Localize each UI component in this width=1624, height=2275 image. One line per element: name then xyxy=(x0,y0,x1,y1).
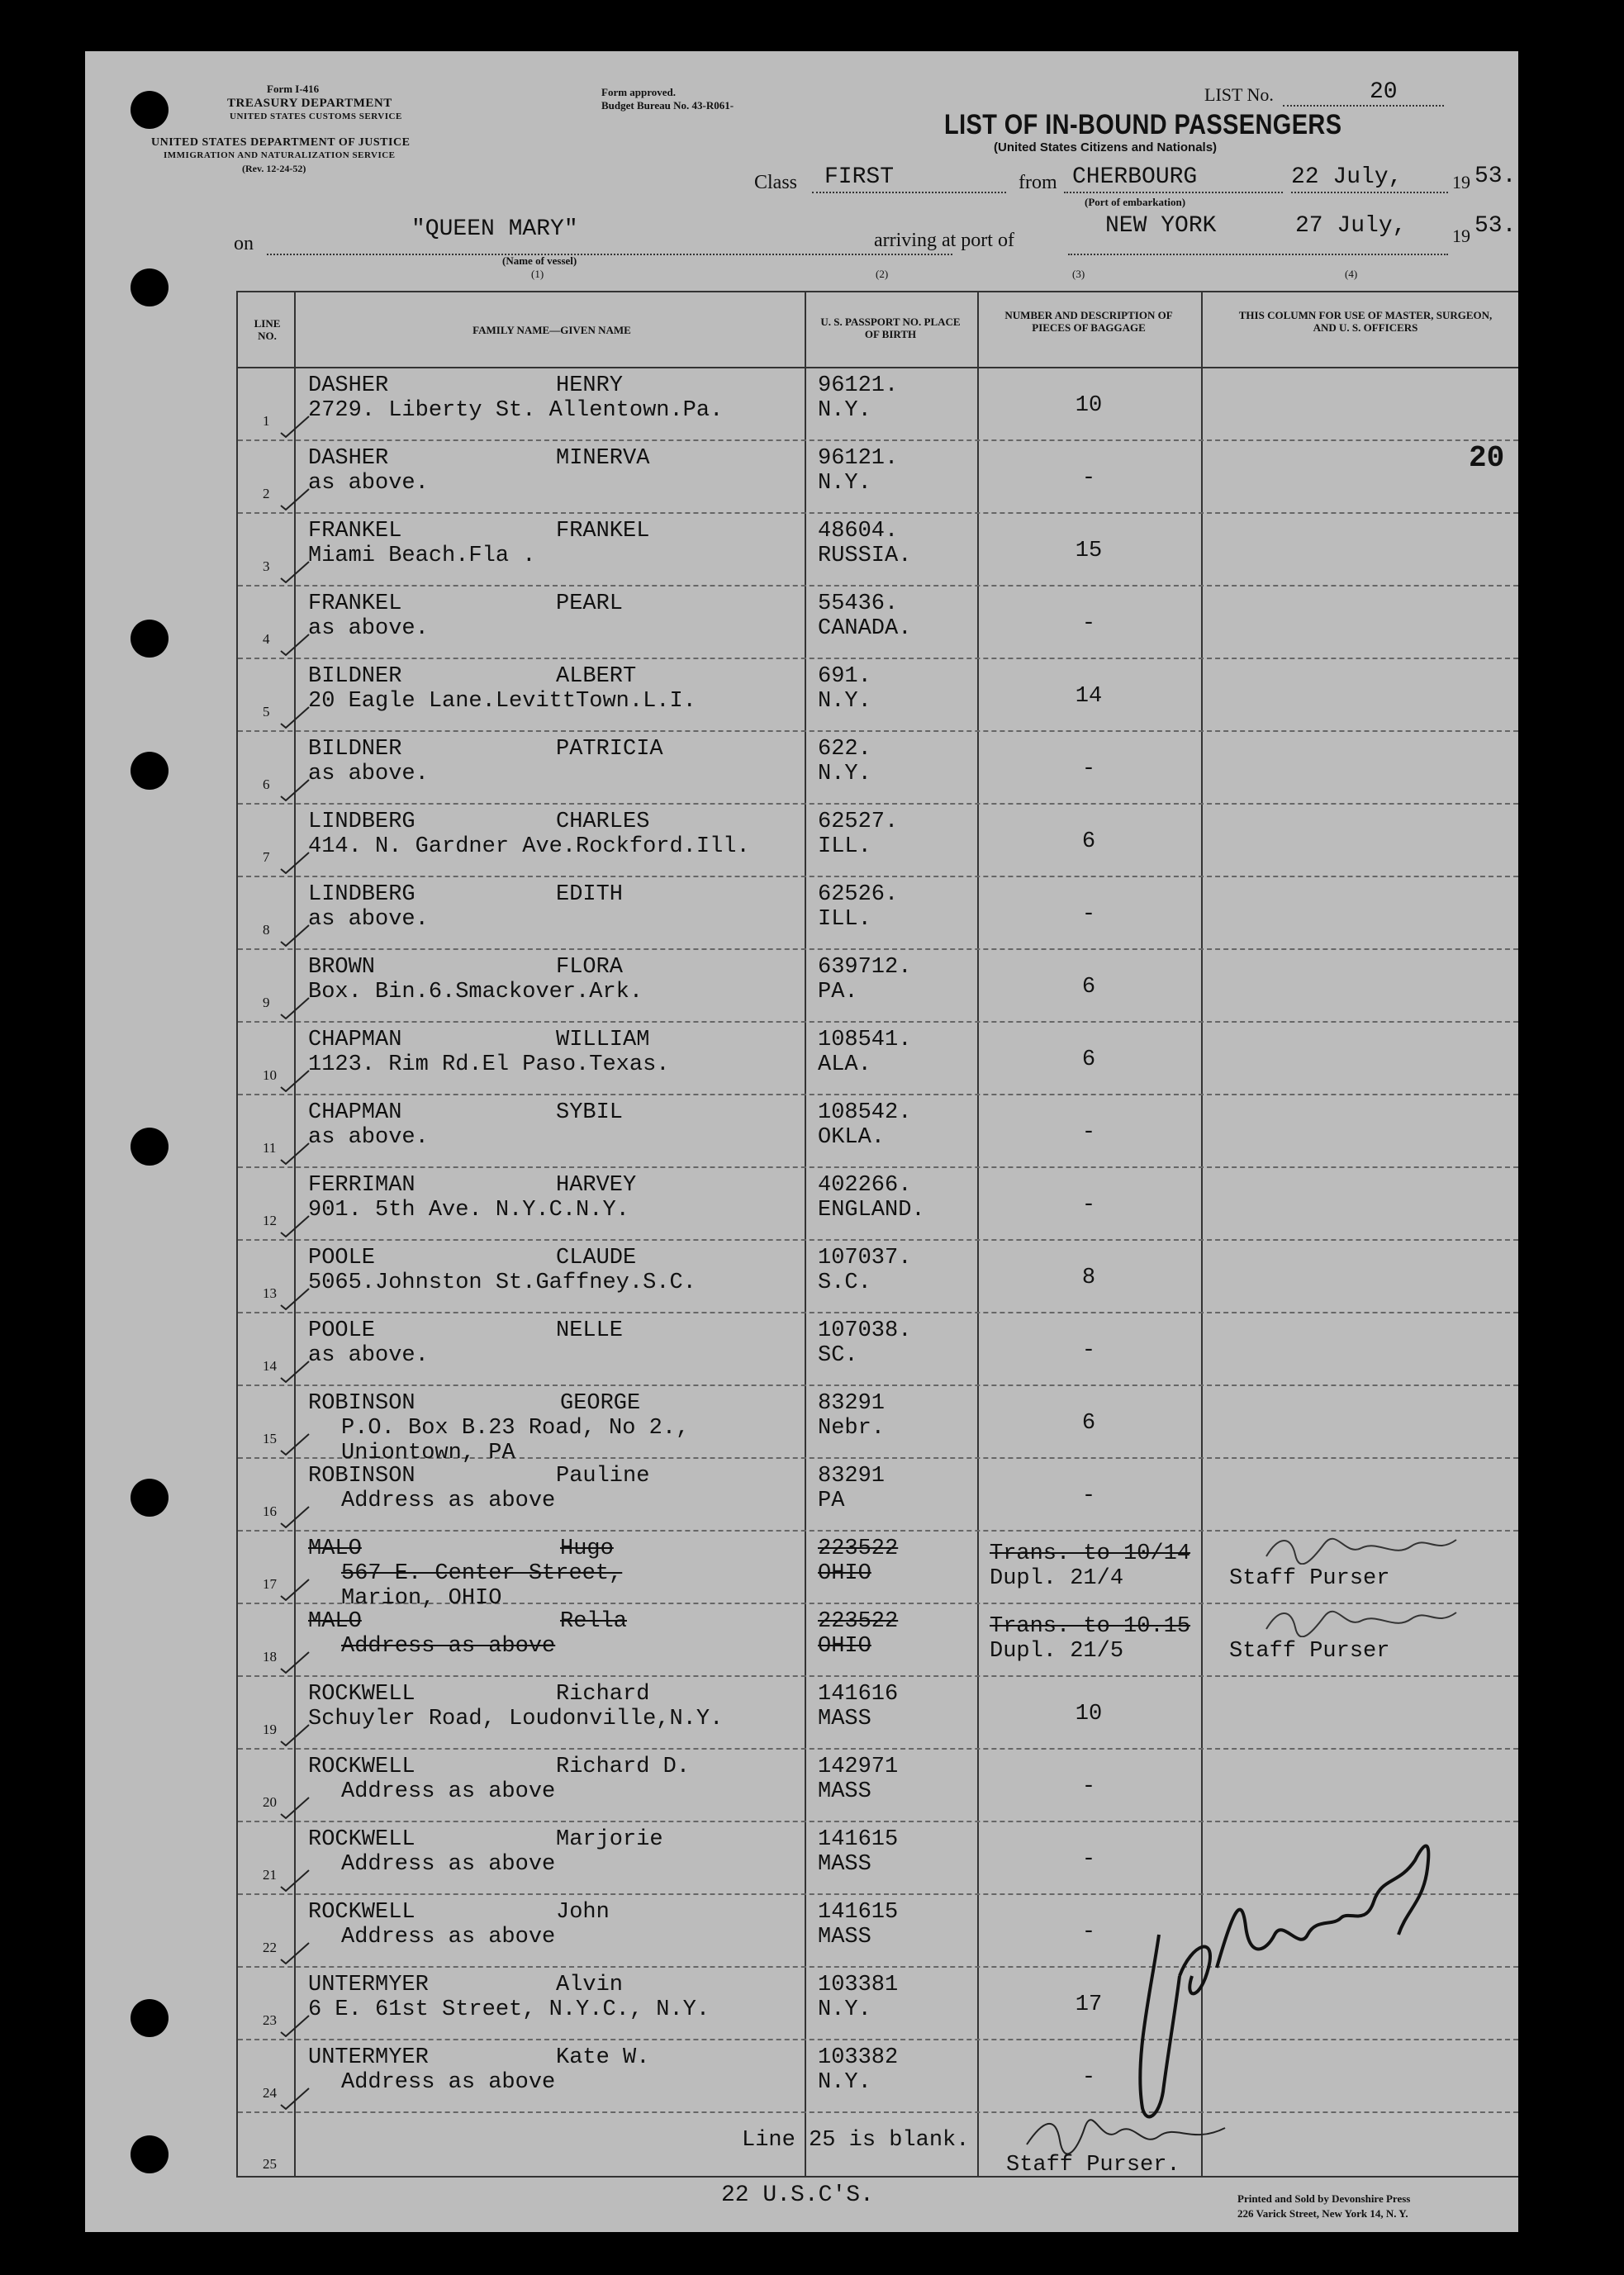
given-name: ALBERT xyxy=(556,664,637,689)
binder-hole xyxy=(131,268,169,306)
departure-year-prefix: 19 xyxy=(1452,172,1470,192)
line-number: 18 xyxy=(263,1649,277,1665)
address: Address as above xyxy=(341,1489,556,1513)
address: 567 E. Center Street, xyxy=(341,1561,623,1586)
baggage-count: 8 xyxy=(1081,1266,1096,1290)
table-row xyxy=(238,1677,1518,1750)
purser-initials xyxy=(1262,1604,1460,1637)
caption-4: (4) xyxy=(1345,268,1358,280)
departure-date: 22 July, xyxy=(1291,164,1403,190)
checkmark-icon xyxy=(279,1723,311,1746)
line-number: 5 xyxy=(263,704,270,720)
passport-number: 107038. xyxy=(818,1318,912,1343)
checkmark-icon xyxy=(279,415,311,438)
passport-number: 622. xyxy=(818,737,871,762)
address: Address as above xyxy=(341,1925,556,1950)
table-row xyxy=(238,587,1518,659)
passport-number: 55436. xyxy=(818,591,899,616)
place-of-birth: N.Y. xyxy=(818,398,871,423)
vessel-name: "QUEEN MARY" xyxy=(411,216,578,242)
header-name: FAMILY NAME—GIVEN NAME xyxy=(472,324,631,336)
given-name: CLAUDE xyxy=(556,1246,637,1270)
address: 414. N. Gardner Ave.Rockford.Ill. xyxy=(308,834,750,859)
given-name: PATRICIA xyxy=(556,737,663,762)
table-row xyxy=(238,368,1518,441)
family-name: CHAPMAN xyxy=(308,1100,402,1125)
caption-2: (2) xyxy=(876,268,889,280)
passport-number: 223522 xyxy=(818,1609,899,1634)
manifest-page xyxy=(85,51,1518,2232)
header-line-no: LINE NO. xyxy=(254,317,281,342)
line-number: 20 xyxy=(263,1794,277,1810)
passport-number: 402266. xyxy=(818,1173,912,1198)
checkmark-icon xyxy=(279,487,311,511)
checkmark-icon xyxy=(279,996,311,1019)
family-name: MALO xyxy=(308,1609,362,1634)
form-subtitle: (United States Citizens and Nationals) xyxy=(994,140,1218,154)
master-signature xyxy=(1101,1811,1456,2133)
checkmark-icon xyxy=(279,1505,311,1528)
passport-number: 96121. xyxy=(818,446,899,471)
family-name: ROCKWELL xyxy=(308,1827,415,1852)
line-number: 12 xyxy=(263,1213,277,1228)
baggage-count: 6 xyxy=(1081,975,1096,1000)
table-row xyxy=(238,1095,1518,1168)
officer-remark: Staff Purser xyxy=(1229,1639,1390,1664)
address: Miami Beach.Fla . xyxy=(308,544,536,568)
checkmark-icon xyxy=(279,1214,311,1237)
passport-number: 103382 xyxy=(818,2045,899,2070)
passport-number: 83291 xyxy=(818,1391,886,1416)
class-label: Class xyxy=(754,172,798,193)
place-of-birth: N.Y. xyxy=(818,689,871,714)
place-of-birth: CANADA. xyxy=(818,616,912,641)
printer-line-2: 226 Varick Street, New York 14, N. Y. xyxy=(1237,2207,1408,2220)
address: as above. xyxy=(308,616,429,641)
list-no-value: 20 xyxy=(1370,79,1398,105)
place-of-birth: MASS xyxy=(818,1852,871,1877)
baggage-count: - xyxy=(1081,1774,1096,1799)
baggage-count: - xyxy=(1081,1920,1096,1945)
checkmark-icon xyxy=(279,633,311,656)
line-number: 22 xyxy=(263,1940,277,1955)
address: Address as above xyxy=(341,1852,556,1877)
blank-line-note: Line 25 is blank. xyxy=(742,2128,970,2153)
given-name: CHARLES xyxy=(556,810,650,834)
place-of-birth: N.Y. xyxy=(818,762,871,786)
given-name: Rella xyxy=(560,1609,628,1634)
given-name: GEORGE xyxy=(560,1391,641,1416)
passport-number: 62527. xyxy=(818,810,899,834)
family-name: UNTERMYER xyxy=(308,1973,429,1997)
embarkation-caption: (Port of embarkation) xyxy=(1085,196,1186,208)
baggage-count: - xyxy=(1081,466,1096,491)
passport-number: 108541. xyxy=(818,1028,912,1052)
table-row xyxy=(238,659,1518,732)
line-number: 13 xyxy=(263,1285,277,1301)
place-of-birth: MASS xyxy=(818,1707,871,1731)
line-number: 16 xyxy=(263,1503,277,1519)
baggage-count: 6 xyxy=(1081,829,1096,854)
line-number: 23 xyxy=(263,2012,277,2028)
address: as above. xyxy=(308,1343,429,1368)
passport-number: 48604. xyxy=(818,519,899,544)
departure-year: 53. xyxy=(1474,164,1517,189)
justice-dept: UNITED STATES DEPARTMENT OF JUSTICE xyxy=(151,136,411,149)
baggage-count: - xyxy=(1081,1120,1096,1145)
address: 901. 5th Ave. N.Y.C.N.Y. xyxy=(308,1198,629,1223)
passport-number: 83291 xyxy=(818,1464,886,1489)
given-name: Marjorie xyxy=(556,1827,663,1852)
given-name: Richard D. xyxy=(556,1755,691,1779)
line-number: 25 xyxy=(263,2156,277,2172)
place-of-birth: PA xyxy=(818,1489,845,1513)
given-name: HARVEY xyxy=(556,1173,637,1198)
checkmark-icon xyxy=(279,778,311,801)
place-of-birth: S.C. xyxy=(818,1270,871,1295)
passport-number: 142971 xyxy=(818,1755,899,1779)
customs-service: UNITED STATES CUSTOMS SERVICE xyxy=(230,112,402,121)
table-row xyxy=(238,1168,1518,1241)
line-number: 3 xyxy=(263,558,270,574)
arrival-year: 53. xyxy=(1474,213,1517,239)
baggage-count: 17 xyxy=(1075,1992,1103,2017)
family-name: ROCKWELL xyxy=(308,1900,415,1925)
address-line-2: Uniontown, PA xyxy=(341,1441,515,1465)
binder-hole xyxy=(131,1479,169,1517)
address: as above. xyxy=(308,762,429,786)
family-name: BROWN xyxy=(308,955,376,980)
address: as above. xyxy=(308,907,429,932)
line-number: 15 xyxy=(263,1431,277,1446)
staff-purser-label: Staff Purser. xyxy=(1006,2153,1180,2178)
address: 6 E. 61st Street, N.Y.C., N.Y. xyxy=(308,1997,710,2022)
place-of-birth: MASS xyxy=(818,1925,871,1950)
family-name: BILDNER xyxy=(308,737,402,762)
header-officers: THIS COLUMN FOR USE OF MASTER, SURGEON, AND U. S. OFFICERS xyxy=(1238,309,1493,334)
family-name: POOLE xyxy=(308,1318,376,1343)
place-of-birth: Nebr. xyxy=(818,1416,886,1441)
given-name: MINERVA xyxy=(556,446,650,471)
given-name: HENRY xyxy=(556,373,624,398)
list-no-label: LIST No. xyxy=(1204,84,1274,105)
passport-number: 141615 xyxy=(818,1827,899,1852)
table-row xyxy=(238,1313,1518,1386)
checkmark-icon xyxy=(279,2014,311,2037)
on-label: on xyxy=(234,233,254,254)
table-row xyxy=(238,877,1518,950)
family-name: FRANKEL xyxy=(308,591,402,616)
address: as above. xyxy=(308,1125,429,1150)
family-name: UNTERMYER xyxy=(308,2045,429,2070)
class-value: FIRST xyxy=(824,164,895,190)
given-name: Richard xyxy=(556,1682,650,1707)
address: 20 Eagle Lane.LevittTown.L.I. xyxy=(308,689,696,714)
checkmark-icon xyxy=(279,1432,311,1456)
given-name: Alvin xyxy=(556,1973,624,1997)
baggage-count: - xyxy=(1081,1193,1096,1218)
passport-number: 691. xyxy=(818,664,871,689)
baggage-count: - xyxy=(1081,1847,1096,1872)
family-name: BILDNER xyxy=(308,664,402,689)
table-row xyxy=(238,1023,1518,1095)
family-name: POOLE xyxy=(308,1246,376,1270)
table-row xyxy=(238,1241,1518,1313)
caption-3: (3) xyxy=(1072,268,1085,280)
address: Schuyler Road, Loudonville,N.Y. xyxy=(308,1707,724,1731)
table-row xyxy=(238,805,1518,877)
line-number: 8 xyxy=(263,922,270,938)
checkmark-icon xyxy=(279,851,311,874)
baggage-count: - xyxy=(1081,1338,1096,1363)
given-name: Pauline xyxy=(556,1464,650,1489)
place-of-birth: ILL. xyxy=(818,907,871,932)
given-name: SYBIL xyxy=(556,1100,624,1125)
header-passport: U. S. PASSPORT NO. PLACE OF BIRTH xyxy=(820,316,961,340)
line-number: 2 xyxy=(263,486,270,501)
place-of-birth: MASS xyxy=(818,1779,871,1804)
treasury-dept: TREASURY DEPARTMENT xyxy=(227,97,392,110)
from-port: CHERBOURG xyxy=(1072,164,1198,190)
binder-hole xyxy=(131,2135,169,2173)
table-row xyxy=(238,1604,1518,1677)
checkmark-icon xyxy=(279,1287,311,1310)
line-number: 10 xyxy=(263,1067,277,1083)
family-name: DASHER xyxy=(308,446,389,471)
baggage-count: 15 xyxy=(1075,539,1103,563)
arrival-date: 27 July, xyxy=(1295,213,1407,239)
place-of-birth: OHIO xyxy=(818,1634,871,1659)
place-of-birth: N.Y. xyxy=(818,1997,871,2022)
ins-service: IMMIGRATION AND NATURALIZATION SERVICE xyxy=(164,150,396,160)
line-number: 4 xyxy=(263,631,270,647)
place-of-birth: N.Y. xyxy=(818,2070,871,2095)
passport-number: 103381 xyxy=(818,1973,899,1997)
arrival-year-prefix: 19 xyxy=(1452,226,1470,246)
table-row xyxy=(238,441,1518,514)
baggage-count: 10 xyxy=(1075,393,1103,418)
passport-number: 62526. xyxy=(818,882,899,907)
binder-hole xyxy=(131,1999,169,2037)
line-number: 7 xyxy=(263,849,270,865)
baggage-note: Trans. to 10/14 xyxy=(990,1541,1191,1566)
given-name: NELLE xyxy=(556,1318,624,1343)
arriving-label: arriving at port of xyxy=(874,230,1014,251)
table-row xyxy=(238,1459,1518,1532)
address: Address as above xyxy=(341,2070,556,2095)
line-number: 17 xyxy=(263,1576,277,1592)
checkmark-icon xyxy=(279,1941,311,1964)
family-name: ROBINSON xyxy=(308,1391,415,1416)
approved-note: Form approved. xyxy=(601,86,677,98)
checkmark-icon xyxy=(279,1650,311,1674)
passport-number: 141616 xyxy=(818,1682,899,1707)
baggage-duplicate: Dupl. 21/5 xyxy=(990,1639,1124,1664)
address: 5065.Johnston St.Gaffney.S.C. xyxy=(308,1270,696,1295)
checkmark-icon xyxy=(279,2087,311,2110)
passport-number: 96121. xyxy=(818,373,899,398)
line-number: 24 xyxy=(263,2085,277,2101)
given-name: EDITH xyxy=(556,882,624,907)
line-number: 19 xyxy=(263,1722,277,1737)
budget-bureau: Budget Bureau No. 43-R061- xyxy=(601,99,734,112)
checkmark-icon xyxy=(279,705,311,729)
passport-number: 223522 xyxy=(818,1536,899,1561)
family-name: FRANKEL xyxy=(308,519,402,544)
given-name: FRANKEL xyxy=(556,519,650,544)
baggage-count: - xyxy=(1081,902,1096,927)
from-label: from xyxy=(1019,172,1057,193)
form-title: LIST OF IN-BOUND PASSENGERS xyxy=(944,109,1342,140)
place-of-birth: OHIO xyxy=(818,1561,871,1586)
table-row xyxy=(238,1532,1518,1611)
baggage-count: - xyxy=(1081,2065,1096,2090)
passport-number: 107037. xyxy=(818,1246,912,1270)
given-name: WILLIAM xyxy=(556,1028,650,1052)
address: Box. Bin.6.Smackover.Ark. xyxy=(308,980,643,1005)
checkmark-icon xyxy=(279,1578,311,1601)
vessel-caption: (Name of vessel) xyxy=(502,254,577,267)
line-number: 9 xyxy=(263,995,270,1010)
line-number: 21 xyxy=(263,1867,277,1883)
printer-line-1: Printed and Sold by Devonshire Press xyxy=(1237,2192,1411,2205)
place-of-birth: OKLA. xyxy=(818,1125,886,1150)
family-name: ROCKWELL xyxy=(308,1682,415,1707)
baggage-count: 10 xyxy=(1075,1702,1103,1726)
officer-count-note: 20 xyxy=(1469,441,1505,475)
usc-citation: 22 U.S.C'S. xyxy=(721,2182,874,2208)
passport-number: 108542. xyxy=(818,1100,912,1125)
given-name: Kate W. xyxy=(556,2045,650,2070)
given-name: Hugo xyxy=(560,1536,614,1561)
family-name: FERRIMAN xyxy=(308,1173,415,1198)
family-name: ROCKWELL xyxy=(308,1755,415,1779)
place-of-birth: N.Y. xyxy=(818,471,871,496)
address: 2729. Liberty St. Allentown.Pa. xyxy=(308,398,724,423)
passport-number: 141615 xyxy=(818,1900,899,1925)
baggage-count: - xyxy=(1081,757,1096,781)
given-name: PEARL xyxy=(556,591,624,616)
family-name: LINDBERG xyxy=(308,810,415,834)
caption-1: (1) xyxy=(531,268,544,280)
checkmark-icon xyxy=(279,1142,311,1165)
line-number: 11 xyxy=(263,1140,277,1156)
checkmark-icon xyxy=(279,560,311,583)
purser-initials xyxy=(1262,1532,1460,1565)
family-name: MALO xyxy=(308,1536,362,1561)
table-row xyxy=(238,514,1518,587)
family-name: CHAPMAN xyxy=(308,1028,402,1052)
baggage-count: - xyxy=(1081,611,1096,636)
family-name: ROBINSON xyxy=(308,1464,415,1489)
line-number: 6 xyxy=(263,777,270,792)
checkmark-icon xyxy=(279,1869,311,1892)
baggage-count: - xyxy=(1081,1484,1096,1508)
binder-hole xyxy=(131,91,169,129)
place-of-birth: SC. xyxy=(818,1343,858,1368)
checkmark-icon xyxy=(279,1069,311,1092)
table-row xyxy=(238,1386,1518,1465)
baggage-duplicate: Dupl. 21/4 xyxy=(990,1566,1124,1591)
baggage-count: 6 xyxy=(1081,1411,1096,1436)
place-of-birth: ALA. xyxy=(818,1052,871,1077)
baggage-note: Trans. to 10.15 xyxy=(990,1614,1191,1639)
place-of-birth: RUSSIA. xyxy=(818,544,912,568)
baggage-count: 14 xyxy=(1075,684,1103,709)
given-name: John xyxy=(556,1900,610,1925)
place-of-birth: PA. xyxy=(818,980,858,1005)
place-of-birth: ILL. xyxy=(818,834,871,859)
table-row xyxy=(238,732,1518,805)
family-name: LINDBERG xyxy=(308,882,415,907)
given-name: FLORA xyxy=(556,955,624,980)
table-row xyxy=(238,950,1518,1023)
revision-date: (Rev. 12-24-52) xyxy=(242,163,306,174)
header-baggage: NUMBER AND DESCRIPTION OF PIECES OF BAGGAGE xyxy=(1004,309,1173,334)
form-number: Form I-416 xyxy=(267,83,320,95)
address: Address as above xyxy=(341,1779,556,1804)
family-name: DASHER xyxy=(308,373,389,398)
passport-number: 639712. xyxy=(818,955,912,980)
binder-hole xyxy=(131,1128,169,1166)
address-line-2: Marion, OHIO xyxy=(341,1586,502,1611)
baggage-count: 6 xyxy=(1081,1047,1096,1072)
arrival-port: NEW YORK xyxy=(1105,213,1217,239)
checkmark-icon xyxy=(279,924,311,947)
address: as above. xyxy=(308,471,429,496)
officer-remark: Staff Purser xyxy=(1229,1566,1390,1591)
address: P.O. Box B.23 Road, No 2., xyxy=(341,1416,690,1441)
line-number: 1 xyxy=(263,413,270,429)
checkmark-icon xyxy=(279,1360,311,1383)
place-of-birth: ENGLAND. xyxy=(818,1198,925,1223)
binder-hole xyxy=(131,620,169,658)
binder-hole xyxy=(131,752,169,790)
line-number: 14 xyxy=(263,1358,277,1374)
address: Address as above xyxy=(341,1634,556,1659)
checkmark-icon xyxy=(279,1796,311,1819)
address: 1123. Rim Rd.El Paso.Texas. xyxy=(308,1052,670,1077)
